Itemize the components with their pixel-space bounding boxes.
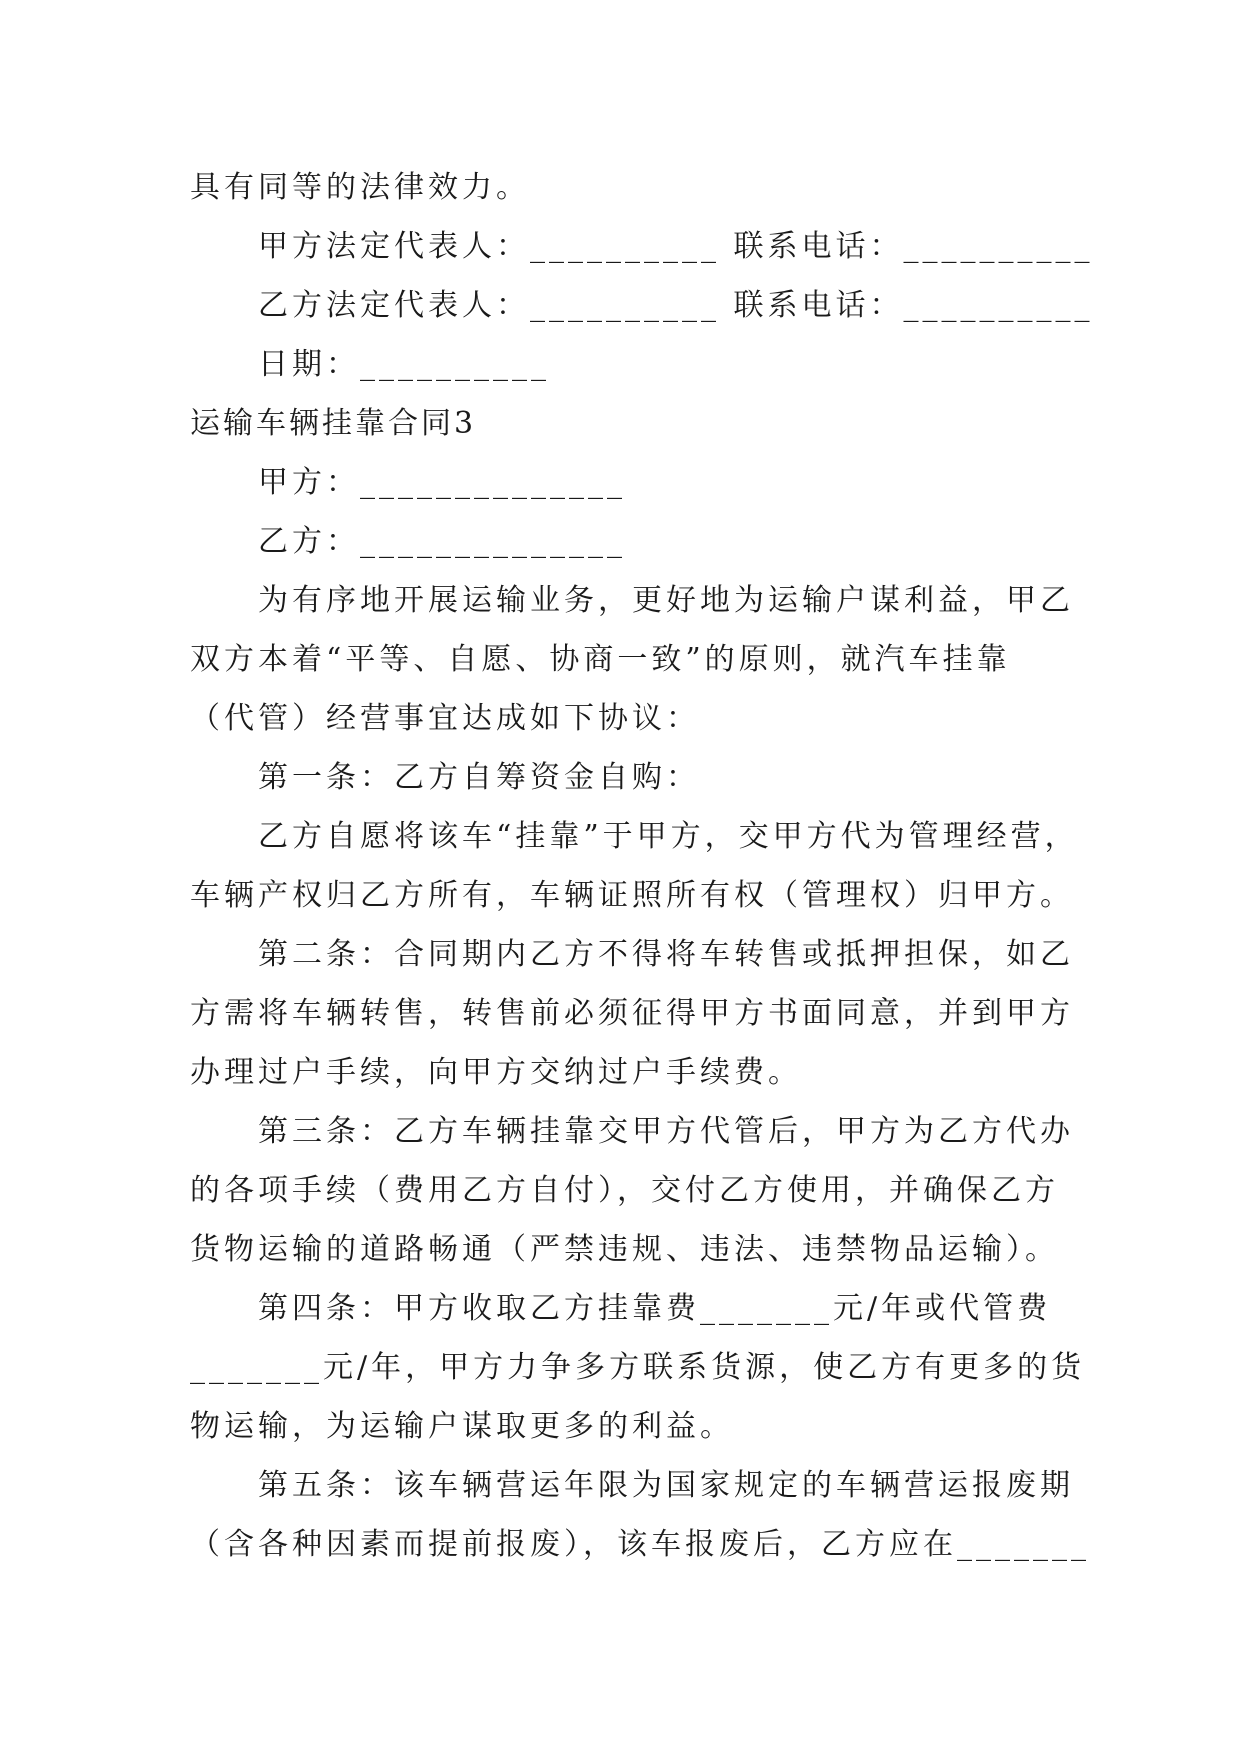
article-1-heading: 第一条：乙方自筹资金自购： (258, 760, 700, 795)
text-line: 货物运输的道路畅通（严禁违规、违法、违禁物品运输）。 (190, 1232, 1059, 1267)
text-line: 车辆产权归乙方所有，车辆证照所有权（管理权）归甲方。 (190, 878, 1074, 913)
article-3-line: 第三条：乙方车辆挂靠交甲方代管后，甲方为乙方代办 (258, 1114, 1074, 1149)
text-line: 具有同等的法律效力。 (190, 170, 530, 205)
party-a-representative-line: 甲方法定代表人：__________ 联系电话：__________ (258, 229, 1094, 264)
text-line: （代管）经营事宜达成如下协议： (190, 701, 700, 736)
text-line: 乙方自愿将该车“挂靠”于甲方，交甲方代为管理经营， (258, 819, 1079, 854)
text-line: 办理过户手续，向甲方交纳过户手续费。 (190, 1055, 802, 1090)
text-line: 的各项手续（费用乙方自付），交付乙方使用，并确保乙方 (190, 1173, 1059, 1208)
party-b-representative-line: 乙方法定代表人：__________ 联系电话：__________ (258, 288, 1094, 323)
text-line: 物运输，为运输户谋取更多的利益。 (190, 1409, 734, 1444)
text-line: 双方本着“平等、自愿、协商一致”的原则，就汽车挂靠 (190, 642, 1011, 677)
document-page (190, 158, 1094, 1574)
text-line: 方需将车辆转售，转售前必须征得甲方书面同意，并到甲方 (190, 996, 1074, 1031)
party-a-line: 甲方：______________ (258, 465, 626, 500)
contract-title: 运输车辆挂靠合同3 (190, 406, 477, 441)
party-b-line: 乙方：______________ (258, 524, 626, 559)
article-5-line: 第五条：该车辆营运年限为国家规定的车辆营运报废期 (258, 1468, 1074, 1503)
text-line: 为有序地开展运输业务，更好地为运输户谋利益，甲乙 (258, 583, 1074, 618)
article-4-line: 第四条：甲方收取乙方挂靠费_______元/年或代管费 (258, 1291, 1052, 1326)
text-line: （含各种因素而提前报废），该车报废后，乙方应在_______ (190, 1527, 1090, 1562)
article-2-line: 第二条：合同期内乙方不得将车转售或抵押担保，如乙 (258, 937, 1074, 972)
date-line: 日期：__________ (258, 347, 550, 382)
text-line: _______元/年，甲方力争多方联系货源，使乙方有更多的货 (190, 1350, 1086, 1385)
